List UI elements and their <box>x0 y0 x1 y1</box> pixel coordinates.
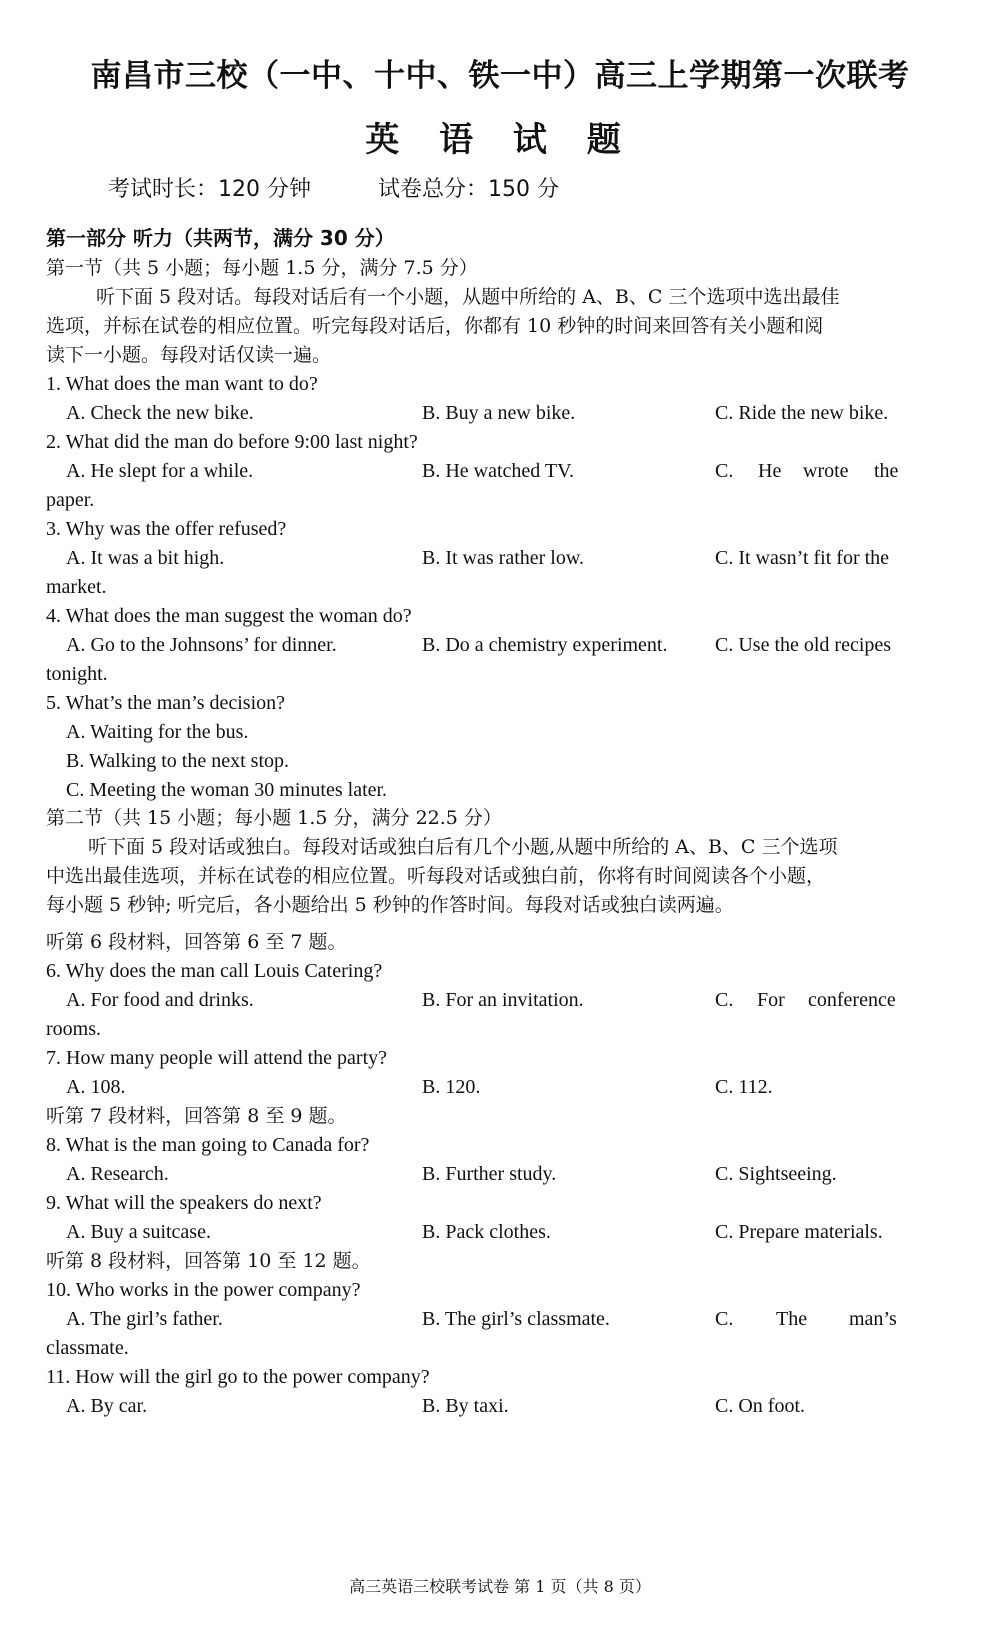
question-6-option-c-letter: C. <box>715 989 734 1011</box>
question-6-option-b: B. For an invitation. <box>422 989 584 1011</box>
question-11-option-a: A. By car. <box>66 1395 148 1417</box>
exam-title: 南昌市三校（一中、十中、铁一中）高三上学期第一次联考 <box>90 58 910 94</box>
question-2-option-b: B. He watched TV. <box>422 460 575 482</box>
question-5-option-b: B. Walking to the next stop. <box>66 750 290 772</box>
question-2-option-c-word3: the <box>874 460 899 482</box>
subject-title: 英 语 试 题 <box>365 120 635 160</box>
section2-heading: 第二节（共 15 小题；每小题 1.5 分，满分 22.5 分） <box>46 807 502 829</box>
question-1-option-c: C. Ride the new bike. <box>715 402 889 424</box>
question-9-stem: 9. What will the speakers do next? <box>46 1192 322 1214</box>
material-8-note: 听第 8 段材料，回答第 10 至 12 题。 <box>46 1250 371 1272</box>
exam-duration: 考试时长：120 分钟 <box>108 177 311 202</box>
question-2-option-c-word1: He <box>758 460 782 482</box>
question-10-option-c-letter: C. <box>715 1308 734 1330</box>
material-6-note: 听第 6 段材料，回答第 6 至 7 题。 <box>46 931 347 953</box>
question-10-option-c-continued: classmate. <box>46 1337 129 1359</box>
question-6-option-c-continued: rooms. <box>46 1018 101 1040</box>
section1-instruction-line2: 选项，并标在试卷的相应位置。听完每段对话后，你都有 10 秒钟的时间来回答有关小题和阅 <box>46 315 824 337</box>
section1-instruction-line1: 听下面 5 段对话。每段对话后有一个小题，从题中所给的 A、B、C 三个选项中选出最佳 <box>96 286 840 308</box>
question-3-stem: 3. Why was the offer refused? <box>46 518 287 540</box>
question-7-option-c: C. 112. <box>715 1076 773 1098</box>
question-9-option-b: B. Pack clothes. <box>422 1221 551 1243</box>
question-2-option-a: A. He slept for a while. <box>66 460 254 482</box>
section2-instruction-line1: 听下面 5 段对话或独白。每段对话或独白后有几个小题,从题中所给的 A、B、C 三个选项 <box>88 836 838 858</box>
section2-instruction-line3: 每小题 5 秒钟; 听完后，各小题给出 5 秒钟的作答时间。每段对话或独白读两遍。 <box>46 894 734 916</box>
question-7-stem: 7. How many people will attend the party? <box>46 1047 388 1069</box>
question-2-option-c-letter: C. <box>715 460 734 482</box>
question-5-option-c: C. Meeting the woman 30 minutes later. <box>66 779 388 801</box>
question-4-option-c: C. Use the old recipes <box>715 634 892 656</box>
question-10-option-b: B. The girl’s classmate. <box>422 1308 610 1330</box>
question-1-option-a: A. Check the new bike. <box>66 402 254 424</box>
question-4-option-c-continued: tonight. <box>46 663 108 685</box>
question-10-option-c-word2: man’s <box>849 1308 897 1330</box>
question-8-option-b: B. Further study. <box>422 1163 557 1185</box>
question-9-option-a: A. Buy a suitcase. <box>66 1221 211 1243</box>
section1-heading: 第一节（共 5 小题；每小题 1.5 分，满分 7.5 分） <box>46 257 478 279</box>
question-4-stem: 4. What does the man suggest the woman do? <box>46 605 412 627</box>
question-9-option-c: C. Prepare materials. <box>715 1221 883 1243</box>
question-1-option-b: B. Buy a new bike. <box>422 402 576 424</box>
question-8-stem: 8. What is the man going to Canada for? <box>46 1134 370 1156</box>
section2-instruction-line2: 中选出最佳选项，并标在试卷的相应位置。听每段对话或独白前，你将有时间阅读各个小题， <box>46 865 826 887</box>
question-8-option-c: C. Sightseeing. <box>715 1163 837 1185</box>
question-11-stem: 11. How will the girl go to the power company? <box>46 1366 430 1388</box>
question-3-option-c-continued: market. <box>46 576 107 598</box>
question-10-stem: 10. Who works in the power company? <box>46 1279 361 1301</box>
question-3-option-b: B. It was rather low. <box>422 547 584 569</box>
question-6-option-c-word1: For <box>757 989 785 1011</box>
question-4-option-a: A. Go to the Johnsons’ for dinner. <box>66 634 337 656</box>
question-8-option-a: A. Research. <box>66 1163 169 1185</box>
question-5-stem: 5. What’s the man’s decision? <box>46 692 286 714</box>
question-11-option-c: C. On foot. <box>715 1395 805 1417</box>
section1-instruction-line3: 读下一小题。每段对话仅读一遍。 <box>46 344 332 366</box>
question-10-option-a: A. The girl’s father. <box>66 1308 223 1330</box>
total-score: 试卷总分：150 分 <box>378 177 559 202</box>
question-7-option-a: A. 108. <box>66 1076 126 1098</box>
question-11-option-b: B. By taxi. <box>422 1395 509 1417</box>
question-7-option-b: B. 120. <box>422 1076 481 1098</box>
question-3-option-a: A. It was a bit high. <box>66 547 225 569</box>
question-5-option-a: A. Waiting for the bus. <box>66 721 249 743</box>
page-footer: 高三英语三校联考试卷 第 1 页（共 8 页） <box>349 1577 651 1596</box>
question-2-stem: 2. What did the man do before 9:00 last night? <box>46 431 418 453</box>
question-6-option-c-word2: conference <box>808 989 896 1011</box>
question-6-option-a: A. For food and drinks. <box>66 989 254 1011</box>
question-2-option-c-word2: wrote <box>803 460 849 482</box>
question-3-option-c: C. It wasn’t fit for the <box>715 547 890 569</box>
question-1-stem: 1. What does the man want to do? <box>46 373 318 395</box>
question-6-stem: 6. Why does the man call Louis Catering? <box>46 960 383 982</box>
question-10-option-c-word1: The <box>776 1308 808 1330</box>
question-2-option-c-continued: paper. <box>46 489 95 511</box>
part1-heading: 第一部分 听力（共两节，满分 30 分） <box>46 226 395 250</box>
material-7-note: 听第 7 段材料，回答第 8 至 9 题。 <box>46 1105 347 1127</box>
question-4-option-b: B. Do a chemistry experiment. <box>422 634 668 656</box>
